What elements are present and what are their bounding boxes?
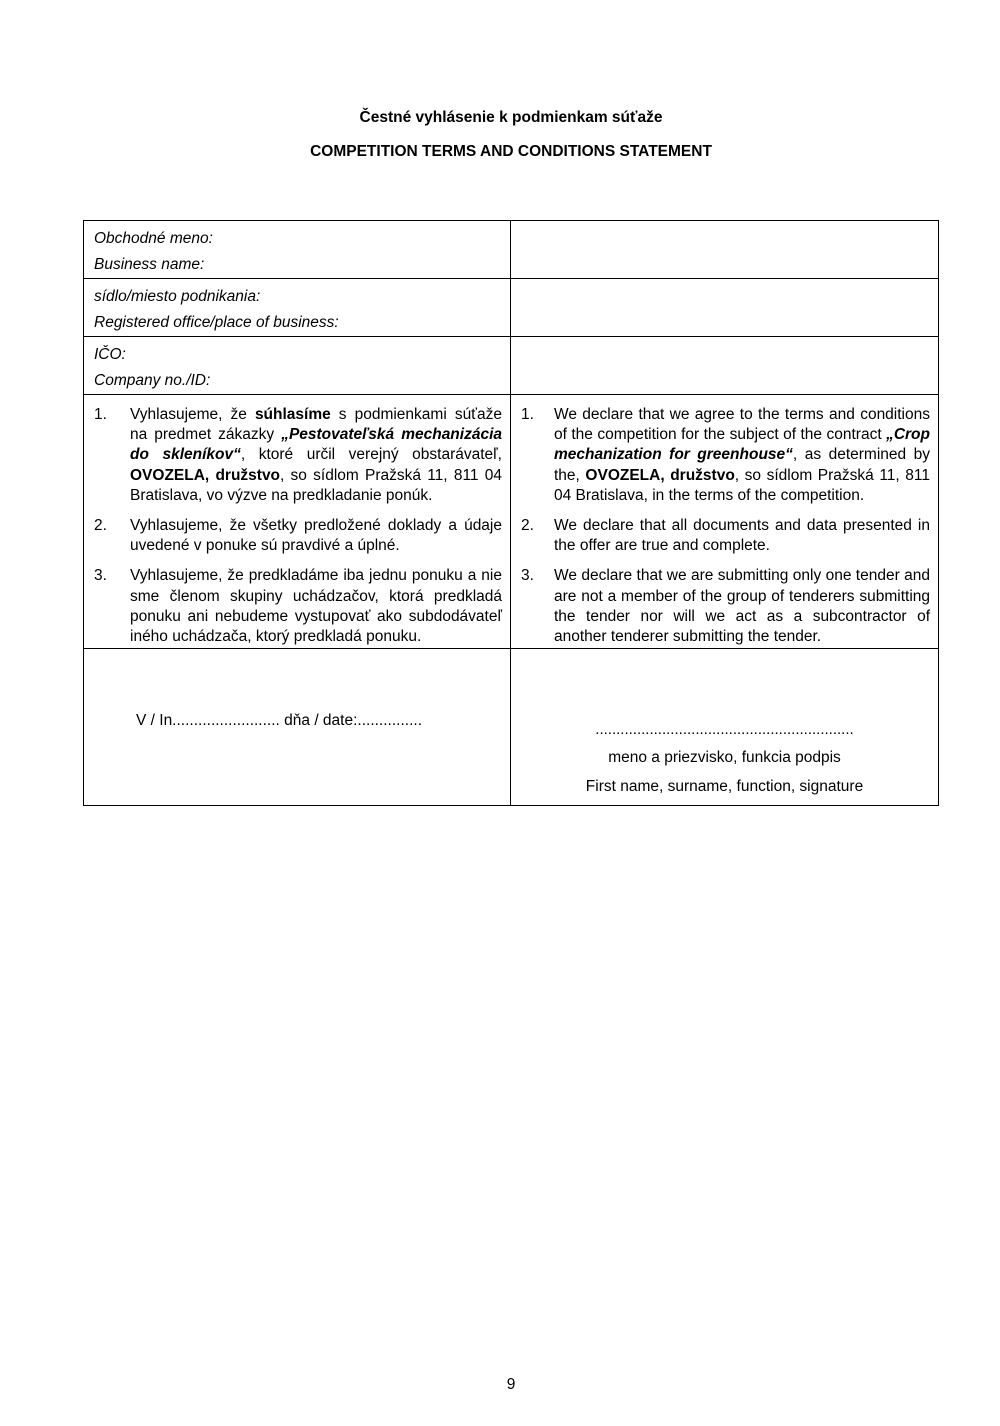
page-number: 9 bbox=[506, 1376, 516, 1393]
item-number: 1. bbox=[94, 406, 107, 423]
title-slovak: Čestné vyhlásenie k podmienkam súťaže bbox=[359, 109, 663, 126]
registered-office-field[interactable] bbox=[511, 279, 939, 337]
info-row-company-id bbox=[84, 337, 939, 395]
label-slovak: sídlo/miesto podnikania: bbox=[94, 288, 261, 305]
declaration-item bbox=[94, 566, 502, 647]
item-text: We declare that all documents and data presented in the offer are true and complete. bbox=[554, 517, 930, 555]
label-slovak: Obchodné meno: bbox=[94, 230, 213, 247]
declaration-item bbox=[94, 405, 502, 506]
declarations-slovak bbox=[84, 395, 511, 649]
item-number: 3. bbox=[94, 567, 107, 585]
item-text: Vyhlasujeme, že všetky predložené doklady a údaje uvedené v ponuke sú pravdivé a úplné. bbox=[130, 517, 502, 555]
declaration-item bbox=[94, 516, 502, 556]
label-cell bbox=[84, 337, 511, 395]
label-english: Company no./ID: bbox=[94, 372, 211, 389]
item-number: 3. bbox=[521, 567, 534, 585]
company-id-field[interactable] bbox=[511, 337, 939, 395]
signature-row bbox=[84, 649, 939, 806]
label-english: Business name: bbox=[94, 256, 205, 273]
declaration-item bbox=[521, 566, 930, 647]
item-number: 1. bbox=[521, 406, 534, 423]
signature-line[interactable]: .............................................................. bbox=[595, 721, 854, 739]
declarations-row bbox=[84, 395, 939, 649]
item-text: Vyhlasujeme, že predkladáme iba jednu ponuku a nie sme členom skupiny uchádzačov, ktorá predkladá ponuku ani nebudeme vystupovať ako subdodávateľ iného uchádzača, ktorý predkladá ponuku. bbox=[130, 567, 502, 646]
signature-cell bbox=[511, 649, 939, 806]
signature-label-english: First name, surname, function, signature bbox=[585, 778, 864, 796]
label-slovak: IČO: bbox=[94, 346, 126, 363]
place-date-cell bbox=[84, 649, 511, 806]
declarations-english bbox=[511, 395, 939, 649]
label-english: Registered office/place of business: bbox=[94, 314, 339, 331]
item-text: Vyhlasujeme, že súhlasíme s podmienkami súťaže na predmet zákazky „Pestovateľská mechanizácia do skleníkov“, ktoré určil verejný obstarávateľ, OVOZELA, družstvo, so sídlom Pražská 11, 811 04 Bratislava, vo výzve na predkladanie ponúk. bbox=[130, 406, 502, 504]
info-row-business-name bbox=[84, 221, 939, 279]
title-english: COMPETITION TERMS AND CONDITIONS STATEMENT bbox=[310, 143, 712, 160]
info-row-registered-office bbox=[84, 279, 939, 337]
item-text: We declare that we are submitting only one tender and are not a member of the group of tenderers submitting the tender nor will we act as a subcontractor of another tenderer submitting the tender. bbox=[554, 567, 930, 646]
signature-label-slovak: meno a priezvisko, funkcia podpis bbox=[608, 749, 841, 767]
item-number: 2. bbox=[521, 517, 534, 535]
place-date-field[interactable]: V / In......................... dňa / date:............... bbox=[136, 712, 423, 730]
declaration-item bbox=[521, 516, 930, 556]
statement-table bbox=[83, 220, 939, 806]
item-text: We declare that we agree to the terms and conditions of the competition for the subject of the contract „Crop mechanization for greenhouse“, as determined by the, OVOZELA, družstvo, so sídlom Pražská 11, 811 04 Bratislava, in the terms of the competition. bbox=[554, 406, 930, 504]
business-name-field[interactable] bbox=[511, 221, 939, 279]
label-cell bbox=[84, 279, 511, 337]
label-cell bbox=[84, 221, 511, 279]
declaration-item bbox=[521, 405, 930, 506]
item-number: 2. bbox=[94, 517, 107, 535]
